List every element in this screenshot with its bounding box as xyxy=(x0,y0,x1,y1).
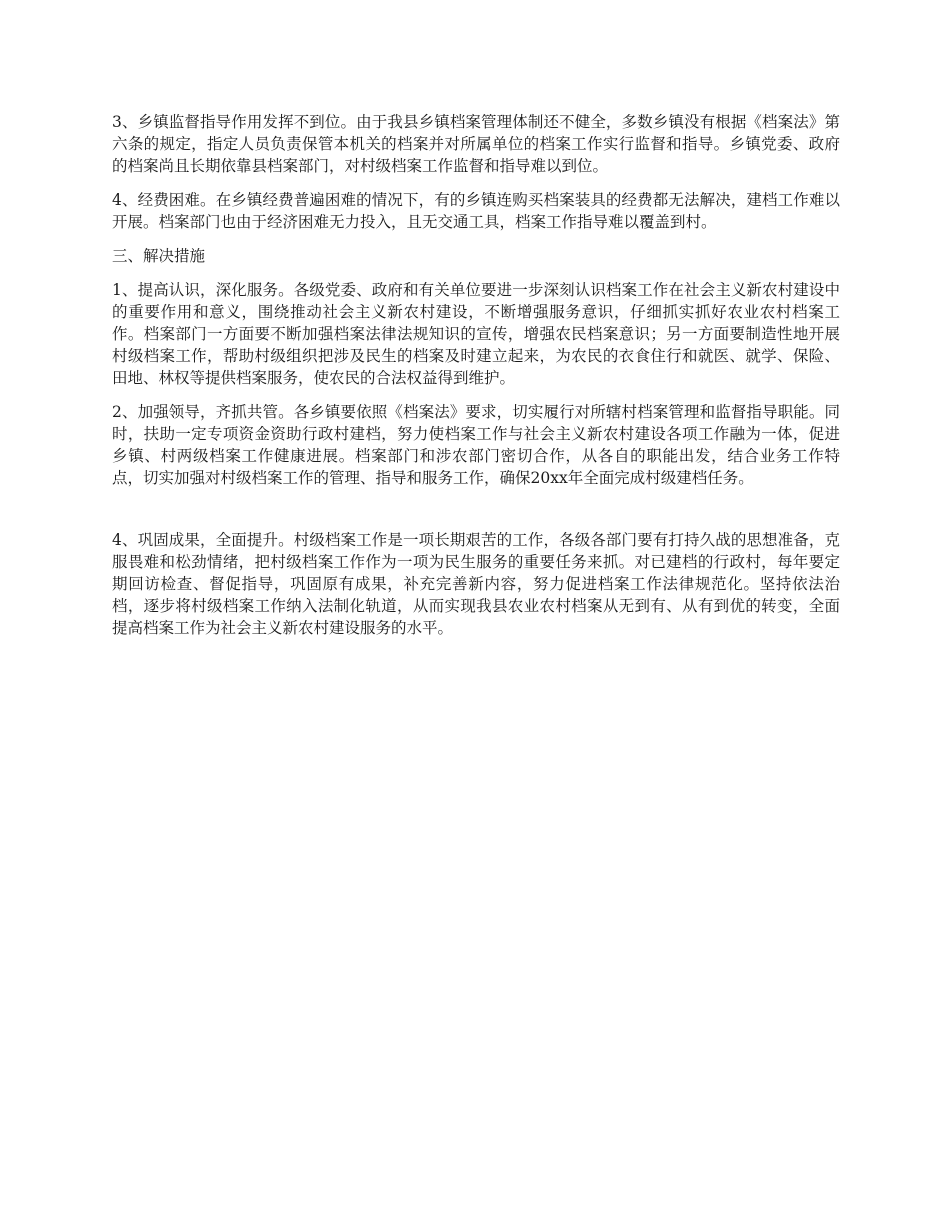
paragraph-problem-4: 4、经费困难。在乡镇经费普遍困难的情况下，有的乡镇连购买档案装具的经费都无法解决，建档工作难以开展。档案部门也由于经济困难无力投入，且无交通工具，档案工作指导难以覆盖到村。 xyxy=(112,191,840,231)
paragraph-problem-3: 3、乡镇监督指导作用发挥不到位。由于我县乡镇档案管理体制还不健全，多数乡镇没有根据《档案法》第六条的规定，指定人员负责保管本机关的档案并对所属单位的档案工作实行监督和指导。乡镇党委、政府的档案尚且长期依靠县档案部门，对村级档案工作监督和指导难以到位。 xyxy=(112,113,840,175)
paragraph-measure-2: 2、加强领导，齐抓共管。各乡镇要依照《档案法》要求，切实履行对所辖村档案管理和监督指导职能。同时，扶助一定专项资金资助行政村建档，努力使档案工作与社会主义新农村建设各项工作融为一体，促进乡镇、村两级档案工作健康进展。档案部门和涉农部门密切合作，从各自的职能出发，结合业务工作特点，切实加强对村级档案工作的管理、指导和服务工作，确保20xx年全面完成村级建档任务。 xyxy=(112,403,840,487)
document-body xyxy=(112,111,840,651)
section-heading: 三、解决措施 xyxy=(112,247,206,265)
paragraph-measure-1: 1、提高认识，深化服务。各级党委、政府和有关单位要进一步深刻认识档案工作在社会主义新农村建设中的重要作用和意义，围绕推动社会主义新农村建设，不断增强服务意识，仔细抓实抓好农业农村档案工作。档案部门一方面要不断加强档案法律法规知识的宣传，增强农民档案意识；另一方面要制造性地开展村级档案工作，帮助村级组织把涉及民生的档案及时建立起来，为农民的衣食住行和就医、就学、保险、田地、林权等提供档案服务，使农民的合法权益得到维护。 xyxy=(112,281,840,387)
blank-gap xyxy=(112,501,840,529)
paragraph-measure-4: 4、巩固成果，全面提升。村级档案工作是一项长期艰苦的工作，各级各部门要有打持久战的思想准备，克服畏难和松劲情绪，把村级档案工作作为一项为民生服务的重要任务来抓。对已建档的行政村，每年要定期回访检查、督促指导，巩固原有成果，补充完善新内容，努力促进档案工作法律规范化。坚持依法治档，逐步将村级档案工作纳入法制化轨道，从而实现我县农业农村档案从无到有、从有到优的转变，全面提高档案工作为社会主义新农村建设服务的水平。 xyxy=(112,531,840,637)
